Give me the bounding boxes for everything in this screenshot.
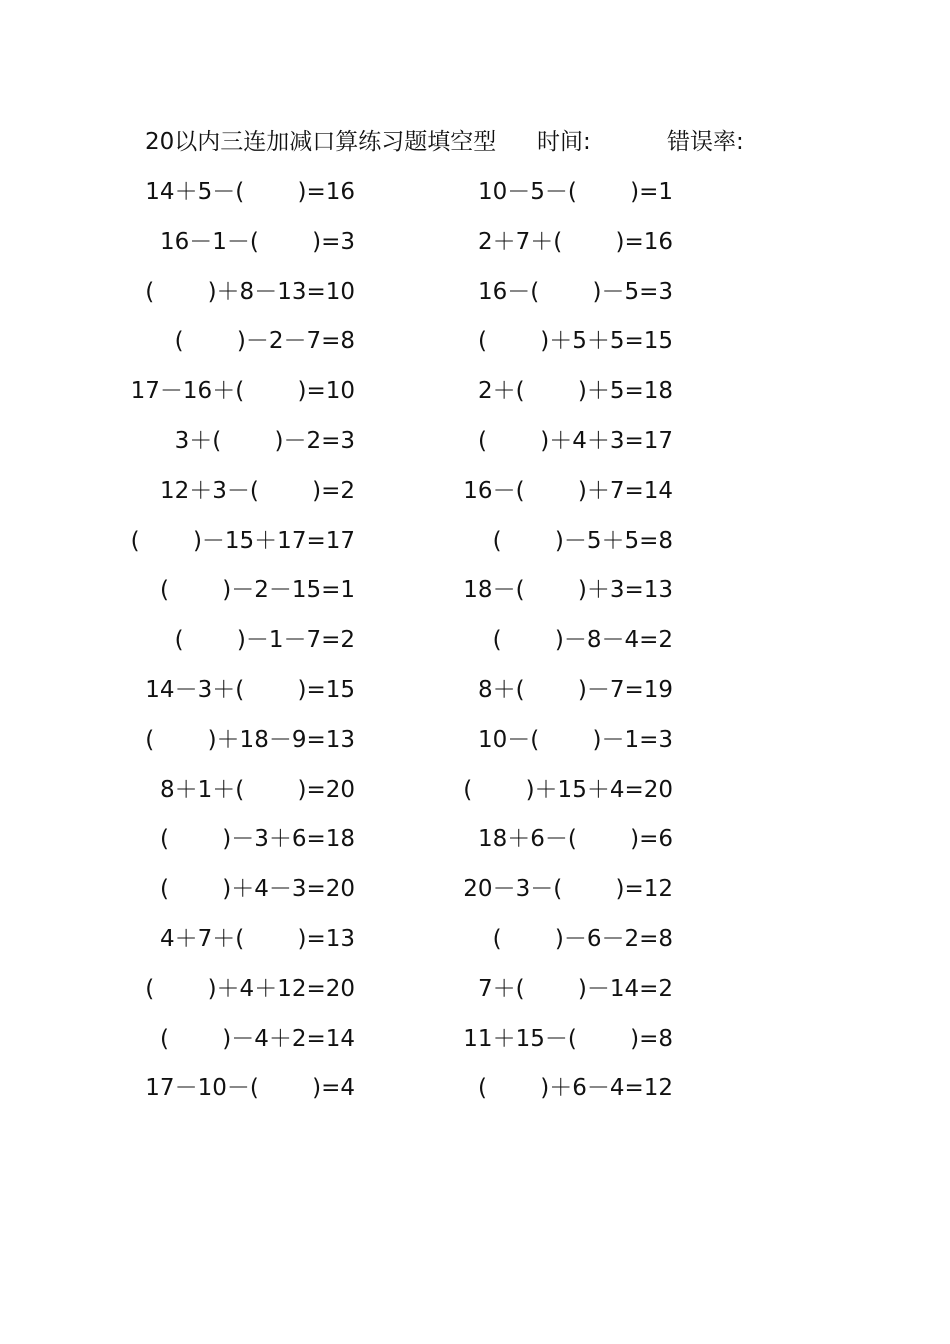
problem-row	[0, 524, 950, 574]
problem-right: 18＋6－( )=6	[477, 826, 673, 853]
problem-right: ( )＋5＋5=15	[477, 328, 673, 355]
problem-right: 20－3－( )=12	[463, 876, 673, 903]
problem-left: ( )－3＋6=18	[159, 826, 355, 853]
problem-right: ( )－8－4=2	[492, 627, 673, 654]
problem-right: ( )－5＋5=8	[492, 527, 673, 554]
problem-row	[0, 474, 950, 524]
problem-left: 17－10－( )=4	[145, 1075, 355, 1102]
problem-left: ( )＋4－3=20	[159, 876, 355, 903]
problem-row	[0, 374, 950, 424]
problem-right: 16－( )＋7=14	[463, 477, 673, 504]
problem-right: ( )－6－2=8	[492, 925, 673, 952]
problem-right: 18－( )＋3=13	[463, 577, 673, 604]
problem-left: ( )＋4＋12=20	[145, 975, 355, 1002]
problem-left: 3＋( )－2=3	[174, 427, 355, 454]
problem-row	[0, 1071, 950, 1121]
problem-row	[0, 872, 950, 922]
error-rate-label: 错误率:	[667, 129, 744, 155]
problem-left: 12＋3－( )=2	[159, 477, 355, 504]
problem-right: 8＋( )－7=19	[477, 676, 673, 703]
problem-row	[0, 225, 950, 275]
problem-row	[0, 972, 950, 1022]
problem-left: ( )－2－15=1	[159, 577, 355, 604]
problem-right: 7＋( )－14=2	[477, 975, 673, 1002]
problem-left: 14＋5－( )=16	[145, 179, 355, 205]
problem-left: 16－1－( )=3	[159, 228, 355, 255]
problem-row	[0, 922, 950, 972]
problem-left: 17－16＋( )=10	[130, 378, 355, 405]
problem-list	[0, 175, 950, 1121]
problem-row	[0, 773, 950, 823]
problem-left: 4＋7＋( )=13	[159, 925, 355, 952]
problem-right: 2＋7＋( )=16	[477, 228, 673, 255]
problem-left: 8＋1＋( )=20	[159, 776, 355, 803]
problem-right: ( )＋15＋4=20	[463, 776, 673, 803]
problem-left: 14－3＋( )=15	[145, 676, 355, 703]
problem-row	[0, 275, 950, 325]
problem-left: ( )＋18－9=13	[145, 726, 355, 753]
problem-right: ( )＋4＋3=17	[477, 427, 673, 454]
problem-row	[0, 324, 950, 374]
problem-right: ( )＋6－4=12	[477, 1075, 673, 1102]
problem-left: ( )－4＋2=14	[159, 1025, 355, 1052]
problem-right: 10－( )－1=3	[477, 726, 673, 753]
problem-row	[0, 1022, 950, 1072]
problem-left: ( )－1－7=2	[174, 627, 355, 654]
worksheet-title: 20以内三连加减口算练习题填空型	[145, 129, 497, 155]
problem-row	[0, 723, 950, 773]
time-label: 时间:	[537, 129, 591, 155]
problem-row	[0, 623, 950, 673]
problem-right: 10－5－( )=1	[477, 179, 673, 205]
problem-left: ( )－15＋17=17	[130, 527, 355, 554]
problem-row	[0, 424, 950, 474]
problem-right: 11＋15－( )=8	[463, 1025, 673, 1052]
problem-row	[0, 175, 950, 225]
problem-right: 2＋( )＋5=18	[477, 378, 673, 405]
problem-row	[0, 573, 950, 623]
worksheet-header	[145, 126, 785, 158]
problem-left: ( )－2－7=8	[174, 328, 355, 355]
problem-right: 16－( )－5=3	[477, 278, 673, 305]
problem-row	[0, 673, 950, 723]
problem-left: ( )＋8－13=10	[145, 278, 355, 305]
problem-row	[0, 822, 950, 872]
